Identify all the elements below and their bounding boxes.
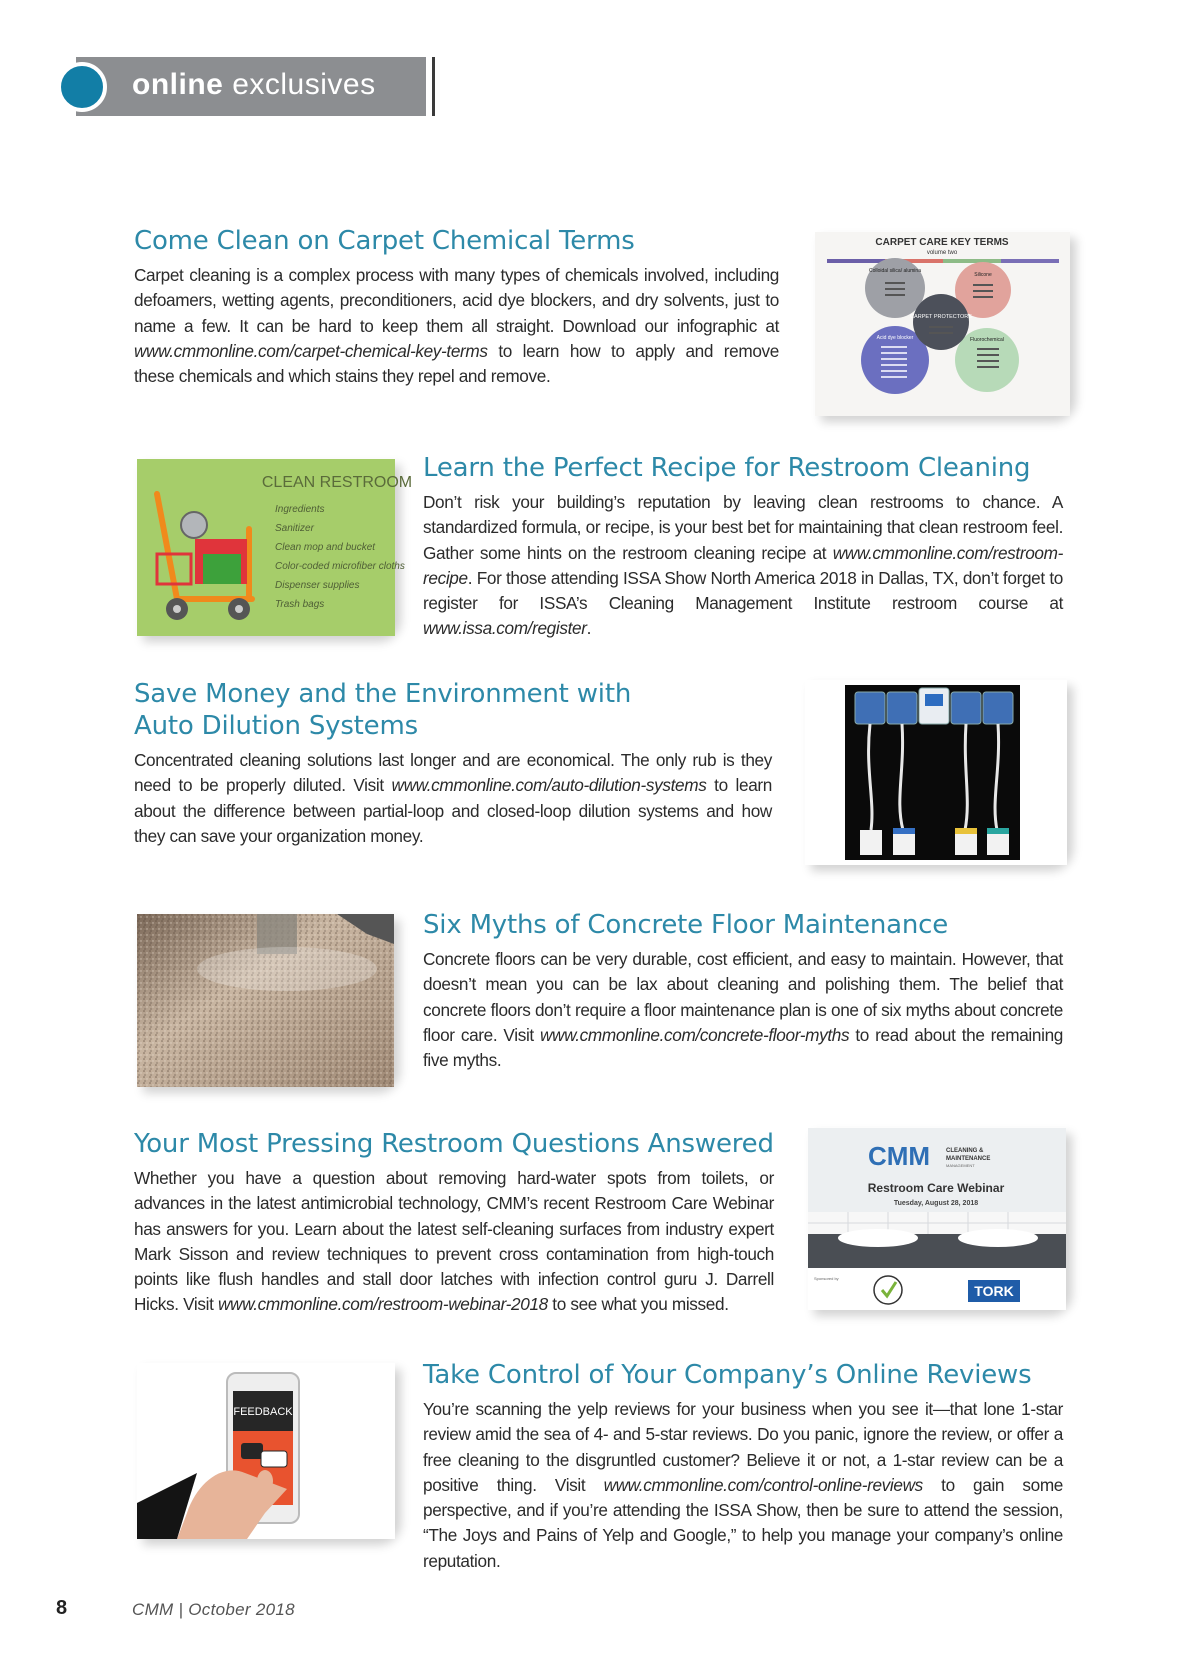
article-body: Concrete floors can be very durable, cost efficient, and easy to maintain. However, that doesn’t mean you can be lax about cleaning and polishing them. The belief that concrete floors don’t require a floor maintenance plan is one of six myths about concrete floor care. Visit www.cmmonline.com/concrete-floor-myths to read about the remaining five myths. [423,949,1063,1071]
carpet-infographic-image [815,232,1070,416]
tork-logo: TORK [974,1283,1014,1299]
circle-label-3: Acid dye blocker [876,335,914,341]
section-title-bold: online [132,68,224,101]
restroom-webinar-image [808,1128,1066,1310]
article-body: Whether you have a question about removing hard-water spots from toilets, or advances in the latest antimicrobial technology, CMM’s recent Restroom Care Webinar has answers for you. Learn about the latest self-cleaning surfaces from industry expert Mark Sisson and review techniques to prevent cross contamination from high-touch points like flush handles and stall door latches with infection control guru J. Darrell Hicks. Visit www.cmmonline.com/restroom-webinar-2018 to see what you missed. [134,1168,774,1315]
infographic-title: CARPET CARE KEY TERMS [875,237,1009,248]
article-link[interactable]: www.cmmonline.com/control-online-reviews [603,1474,923,1495]
article-body: Carpet cleaning is a complex process with many types of chemicals involved, including defoamers, wetting agents, preconditioners, acid dye blockers, and dry solvents, just to name a few. It can be hard to keep them all straight. Download our infographic at www.cmmonline.com/carpet-chemical-key-terms to learn how to apply and remove these chemicals and which stains they repel and remove. [134,265,779,387]
webinar-title: Restroom Care Webinar [867,1181,1005,1195]
article-title: Save Money and the Environment with Auto Dilution Systems [134,679,632,741]
circle-label-2: Silicone [974,272,992,278]
circle-label-center: CARPET PROTECTORS [910,314,972,320]
recipe-item: Clean mop and bucket [275,542,376,553]
article-body: Don’t risk your building’s reputation by leaving clean restrooms to chance. A standardized formula, or recipe, is your best bet for maintaining that clean restroom feel. Gather some hints on the restroom cleaning recipe at www.cmmonline.com/restroom-recipe. For those attending ISSA Show North America 2018 in Dallas, TX, don’t forget to register for ISSA’s Cleaning Management Institute restroom course at www.issa.com/register. [423,492,1063,639]
concrete-floor-image [137,914,394,1087]
circle-label-4: Fluorochemical [970,337,1004,343]
article-body: You’re scanning the yelp reviews for your business when you see it—that lone 1-star review amid the sea of 4- and 5-star reviews. Do you panic, ignore the review, or offer a free cleaning to the disgruntled customer? Believe it or not, a 1-star review can be a positive thing. Visit www.cmmonline.com/control-online-reviews to gain some perspective, and if you’re attending the ISSA Show, then be sure to attend the session, “The Joys and Pains of Yelp and Google,” to help you manage your company’s online reputation. [423,1399,1064,1571]
recipe-item: Ingredients [275,504,325,515]
article-carpet [134,225,779,389]
article-title: Six Myths of Concrete Floor Maintenance [423,910,948,940]
article-link[interactable]: www.cmmonline.com/restroom-recipe [423,542,1063,588]
recipe-item: Trash bags [275,599,325,610]
article-title: Learn the Perfect Recipe for Restroom Cleaning [423,453,1031,483]
article-link[interactable]: www.issa.com/register [423,618,587,639]
clean-restroom-image [137,459,413,636]
article-link[interactable]: www.cmmonline.com/auto-dilution-systems [391,775,707,796]
phone-feedback-image [137,1363,395,1539]
infographic-subtitle: volume two [926,250,958,256]
article-link[interactable]: www.cmmonline.com/carpet-chemical-key-terms [134,340,488,361]
header-divider [432,57,435,116]
article-restroom-questions [134,1128,774,1318]
page-number: 8 [56,1597,68,1619]
section-title-light: exclusives [232,68,376,101]
recipe-item: Sanitizer [275,523,314,534]
header-circle-icon [57,62,107,112]
recipe-item: Color-coded microfiber cloths [275,561,405,572]
article-title: Take Control of Your Company’s Online Reviews [423,1360,1032,1390]
publication-info: CMM | October 2018 [132,1600,295,1619]
svg-text:MANAGEMENT: MANAGEMENT [946,1163,975,1168]
webinar-date: Tuesday, August 28, 2018 [893,1200,979,1207]
recipe-item: Dispenser supplies [275,580,360,591]
cmm-logo: CMM [868,1141,931,1171]
article-link[interactable]: www.cmmonline.com/restroom-webinar-2018 [217,1294,548,1315]
section-title [132,68,376,102]
article-online-reviews [423,1359,1063,1574]
phone-screen-label: FEEDBACK [233,1406,293,1418]
article-title: Your Most Pressing Restroom Questions Answered [134,1129,774,1159]
svg-text:Sponsored by: Sponsored by [814,1276,839,1281]
article-link[interactable]: www.cmmonline.com/concrete-floor-myths [540,1024,850,1045]
dilution-system-image [805,680,1067,865]
article-concrete-floor [423,909,1063,1073]
article-restroom-recipe [423,452,1063,642]
restroom-card-title: CLEAN RESTROOM [261,474,413,491]
svg-text:MAINTENANCE: MAINTENANCE [946,1156,991,1162]
svg-text:CLEANING &: CLEANING & [946,1148,984,1154]
article-title: Come Clean on Carpet Chemical Terms [134,226,635,256]
article-body: Concentrated cleaning solutions last longer and are economical. The only rub is they need to be properly diluted. Visit www.cmmonline.com/auto-dilution-systems to learn about the difference between partial-loop and closed-loop dilution systems and how they can save your organization money. [134,750,772,846]
circle-label-1: Colloidal silica/ alumina [869,268,921,274]
article-auto-dilution [134,678,772,849]
